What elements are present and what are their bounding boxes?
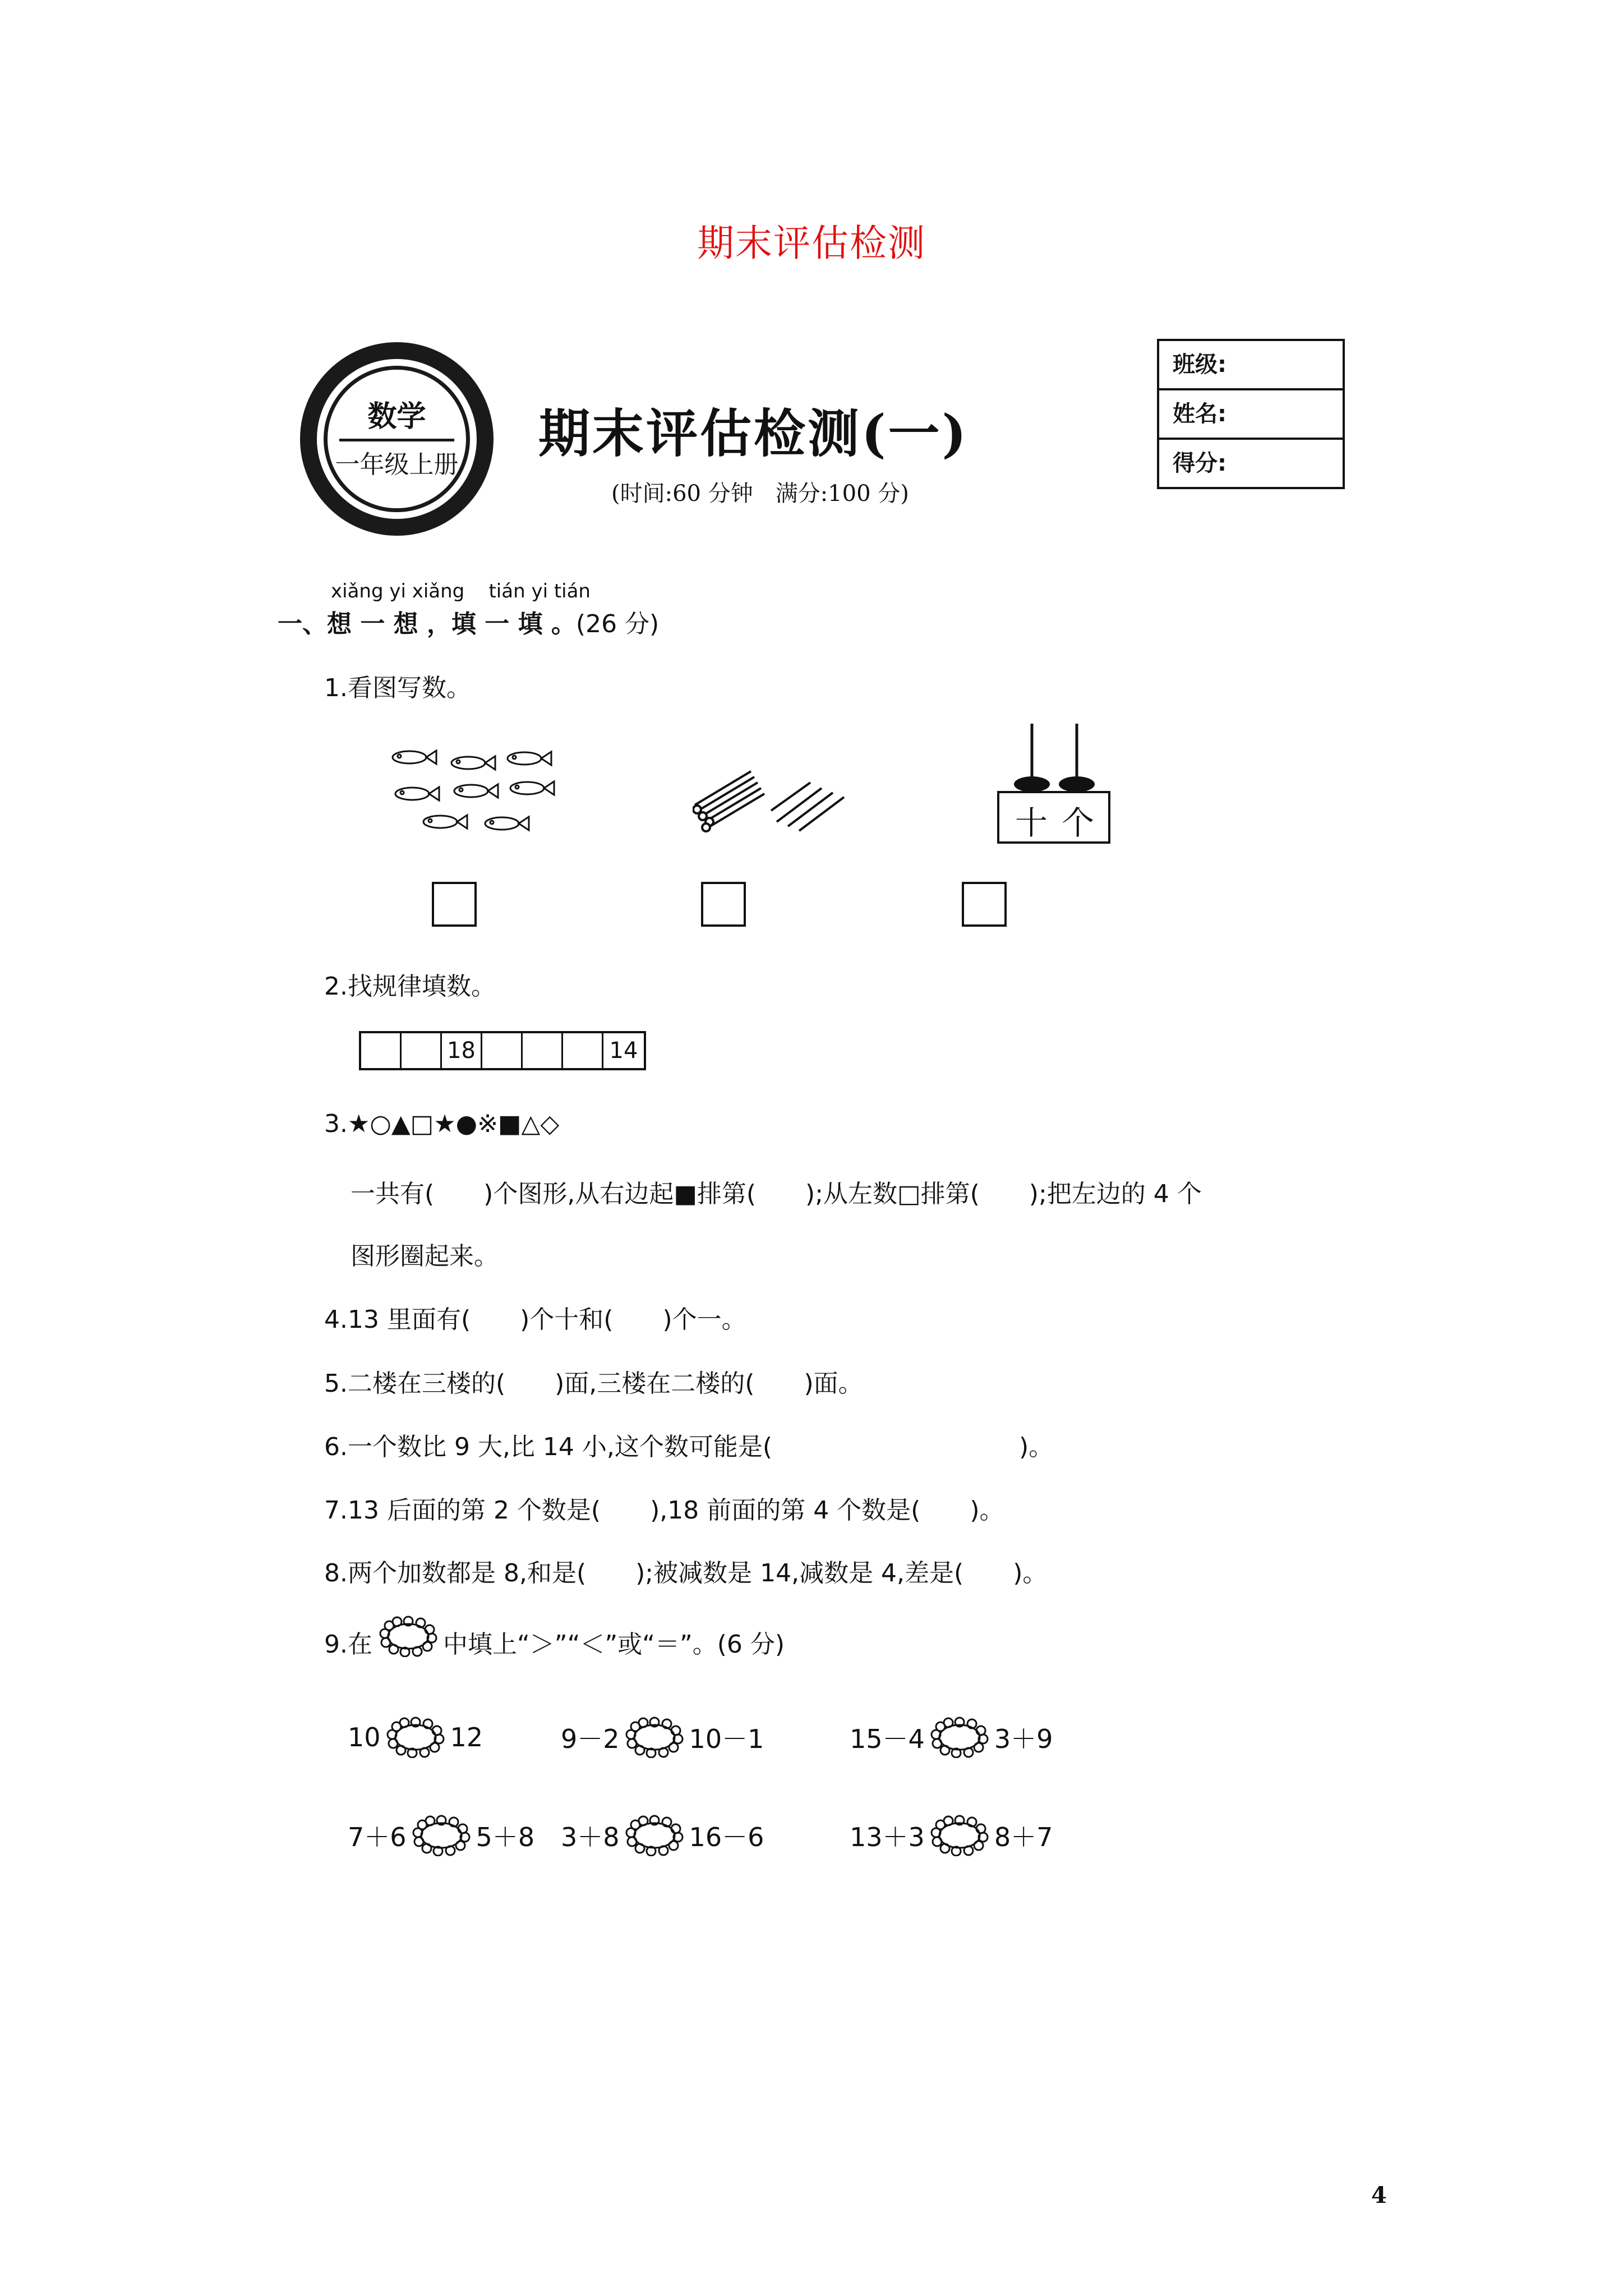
flower-answer-icon[interactable] [928,1815,991,1856]
comparison-item [850,1815,1053,1856]
fish-icon [485,817,529,830]
section-score: (26 分) [575,610,660,638]
question-1: 1.看图写数。 [324,674,471,702]
comparison-right: 5＋8 [476,1822,535,1852]
student-info-box [1157,339,1345,489]
section-title: 一、想 一 想 ，填 一 填 。 [278,610,576,638]
section-heading [278,604,659,639]
fish-icon [451,756,495,770]
seal-subject: 数学 [367,399,426,434]
question-7: 7.13 后面的第 2 个数是( ),18 前面的第 4 个数是( )。 [324,1496,1004,1525]
section-pinyin: xiǎng yi xiǎng tián yi tián [331,580,591,602]
comparison-left: 10 [348,1722,381,1752]
flower-answer-icon[interactable] [928,1717,991,1758]
number-sequence [359,1031,646,1070]
seal-divider [339,439,454,441]
comparison-left: 13＋3 [850,1822,925,1852]
fish-icon [423,815,467,829]
sequence-cell[interactable] [563,1033,603,1068]
comparison-left: 15－4 [850,1724,925,1754]
comparison-right: 8＋7 [994,1822,1053,1852]
sequence-cell: 14 [609,1038,638,1064]
question-6: 6.一个数比 9 大,比 14 小,这个数可能是( )。 [324,1433,1054,1461]
question-9-prefix: 9.在 [324,1630,372,1659]
fish-icon [508,752,551,765]
question-4: 4.13 里面有( )个十和( )个一。 [324,1305,746,1334]
comparison-left: 9－2 [561,1724,620,1754]
stick-bundle-icon [693,760,855,839]
document-header-title: 期末评估检测 [697,222,926,265]
comparison-right: 12 [450,1722,483,1752]
flower-answer-icon[interactable] [384,1717,447,1758]
answer-box-fish[interactable] [432,882,477,927]
flower-answer-icon[interactable] [623,1815,686,1856]
comparison-item [348,1815,534,1856]
answer-box-abacus[interactable] [962,882,1007,927]
class-field[interactable]: 班级: [1159,341,1343,390]
question-3-line-1: 一共有( )个图形,从右边起■排第( );从左数□排第( );把左边的 4 个 [351,1180,1202,1208]
sequence-cell[interactable] [402,1033,442,1068]
question-3-line-2: 图形圈起来。 [351,1242,499,1271]
page-number: 4 [1371,2182,1387,2208]
question-8: 8.两个加数都是 8,和是( );被减数是 14,减数是 4,差是( )。 [324,1559,1048,1588]
sequence-cell[interactable] [361,1033,402,1068]
sequence-cell: 18 [442,1033,482,1068]
fish-icon [395,787,439,800]
comparison-item [561,1815,764,1856]
comparison-right: 3＋9 [994,1724,1053,1754]
fish-icon [393,751,436,764]
fish-icon [510,781,554,795]
question-2: 2.找规律填数。 [324,972,496,1001]
flower-icon [377,1616,440,1657]
abacus-ones-label: 个 [1062,804,1095,842]
question-9-instructions: 中填上“＞”“＜”或“＝”。(6 分) [443,1630,785,1659]
exam-title: 期末评估检测(一) [538,403,969,464]
comparison-item [348,1717,483,1758]
comparison-right: 16－6 [689,1822,764,1852]
comparison-left: 3＋8 [561,1822,620,1852]
bundle-of-ten-icon [693,771,764,831]
seal-grade: 一年级上册 [335,450,459,479]
fish-icon [454,784,498,798]
sequence-cell[interactable] [482,1033,523,1068]
comparison-left: 7＋6 [348,1822,407,1852]
abacus-tens-label: 十 [1015,804,1048,842]
abacus-icon [993,724,1116,847]
comparison-right: 10－1 [689,1724,764,1754]
sequence-cell[interactable] [523,1033,563,1068]
exam-subtitle: (时间:60 分钟 满分:100 分) [611,481,909,507]
fish-group-icon [387,740,566,836]
subject-seal [300,342,494,536]
score-field[interactable]: 得分: [1173,450,1227,476]
comparison-item [850,1717,1053,1758]
flower-answer-icon[interactable] [410,1815,473,1856]
question-5: 5.二楼在三楼的( )面,三楼在二楼的( )面。 [324,1369,863,1398]
flower-answer-icon[interactable] [623,1717,686,1758]
comparison-item [561,1717,764,1758]
name-field[interactable]: 姓名: [1159,390,1343,440]
question-3-shapes: 3.★○▲□★●※■△◇ [324,1110,560,1138]
answer-box-sticks[interactable] [701,882,746,927]
